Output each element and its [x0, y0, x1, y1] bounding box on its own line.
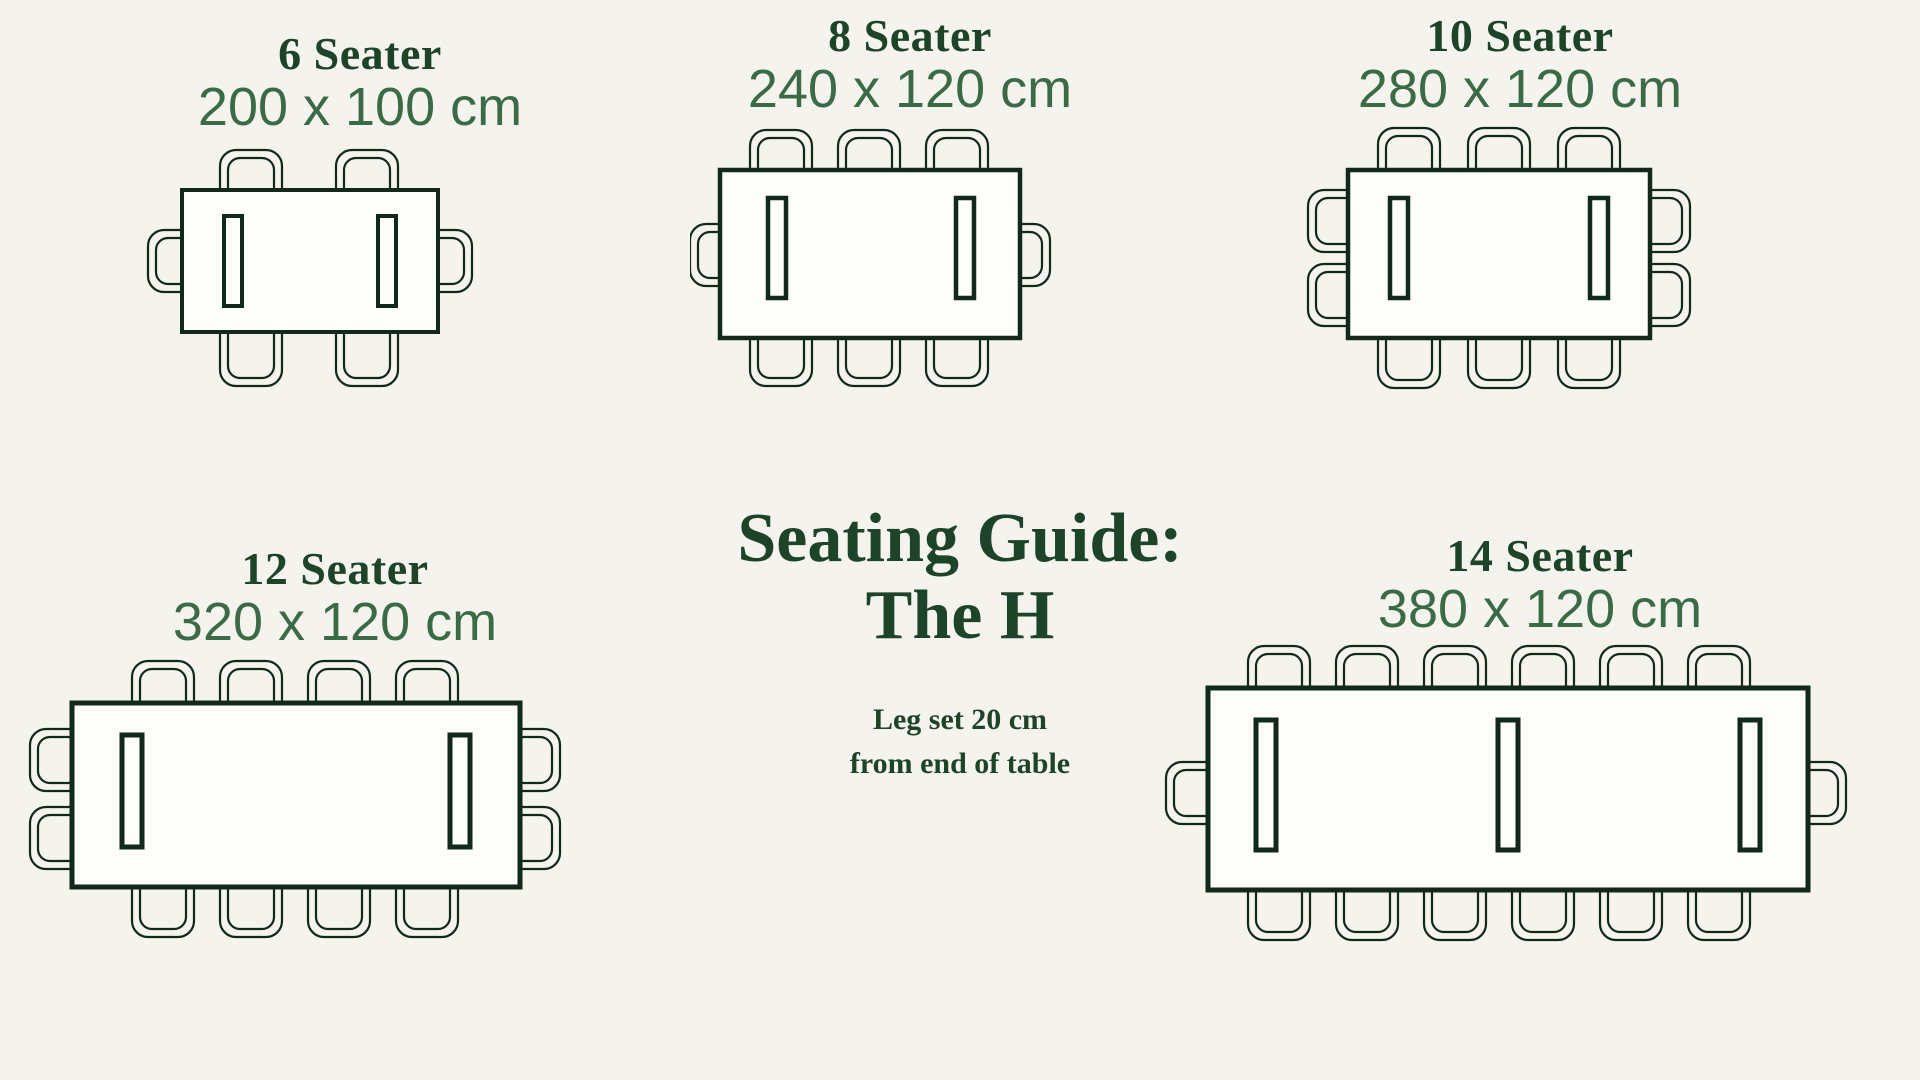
layout-seater-12: [10, 545, 660, 953]
guide-title-line-2: The H: [865, 577, 1055, 654]
guide-note-line-2: from end of table: [849, 746, 1071, 780]
layout-dimensions-6-seater: 200 x 100 cm: [197, 77, 523, 138]
table-leg-2: [956, 198, 974, 298]
layout-dimensions-10-seater: 280 x 120 cm: [1357, 59, 1683, 120]
table-leg-2: [378, 216, 396, 306]
table-leg-1: [224, 216, 242, 306]
guide-title-line-1: Seating Guide:: [737, 500, 1183, 577]
table-plan-6-seater: [140, 138, 580, 398]
layout-title-10-seater: 10 Seater: [1426, 10, 1614, 61]
table-leg-1: [122, 735, 142, 847]
table-leg-2: [1590, 198, 1608, 298]
layout-dimensions-14-seater: 380 x 120 cm: [1377, 579, 1703, 640]
guide-note-line-1: Leg set 20 cm: [872, 703, 1048, 736]
table-plan-8-seater: [690, 120, 1130, 400]
layout-dimensions-12-seater: 320 x 120 cm: [172, 592, 498, 653]
table-plan-10-seater: [1250, 120, 1790, 410]
table-leg-2: [450, 735, 470, 847]
layout-seater-8: [690, 12, 1130, 400]
table-plan-14-seater: [1160, 640, 1920, 950]
table-leg-1: [1390, 198, 1408, 298]
table-leg-1: [1256, 720, 1276, 850]
layout-title-12-seater: 12 Seater: [241, 543, 429, 594]
layout-seater-6: [140, 30, 580, 398]
layout-title-14-seater: 14 Seater: [1446, 530, 1634, 581]
table-top-6-seater: [182, 190, 438, 332]
table-leg-2: [1498, 720, 1518, 850]
table-leg-1: [768, 198, 786, 298]
table-plan-12-seater: [10, 653, 660, 953]
table-leg-3: [1740, 720, 1760, 850]
layout-title-6-seater: 6 Seater: [278, 28, 442, 79]
layout-seater-10: [1250, 12, 1790, 410]
layout-seater-14: [1160, 532, 1920, 950]
layout-title-8-seater: 8 Seater: [828, 10, 992, 61]
layout-dimensions-8-seater: 240 x 120 cm: [747, 59, 1073, 120]
